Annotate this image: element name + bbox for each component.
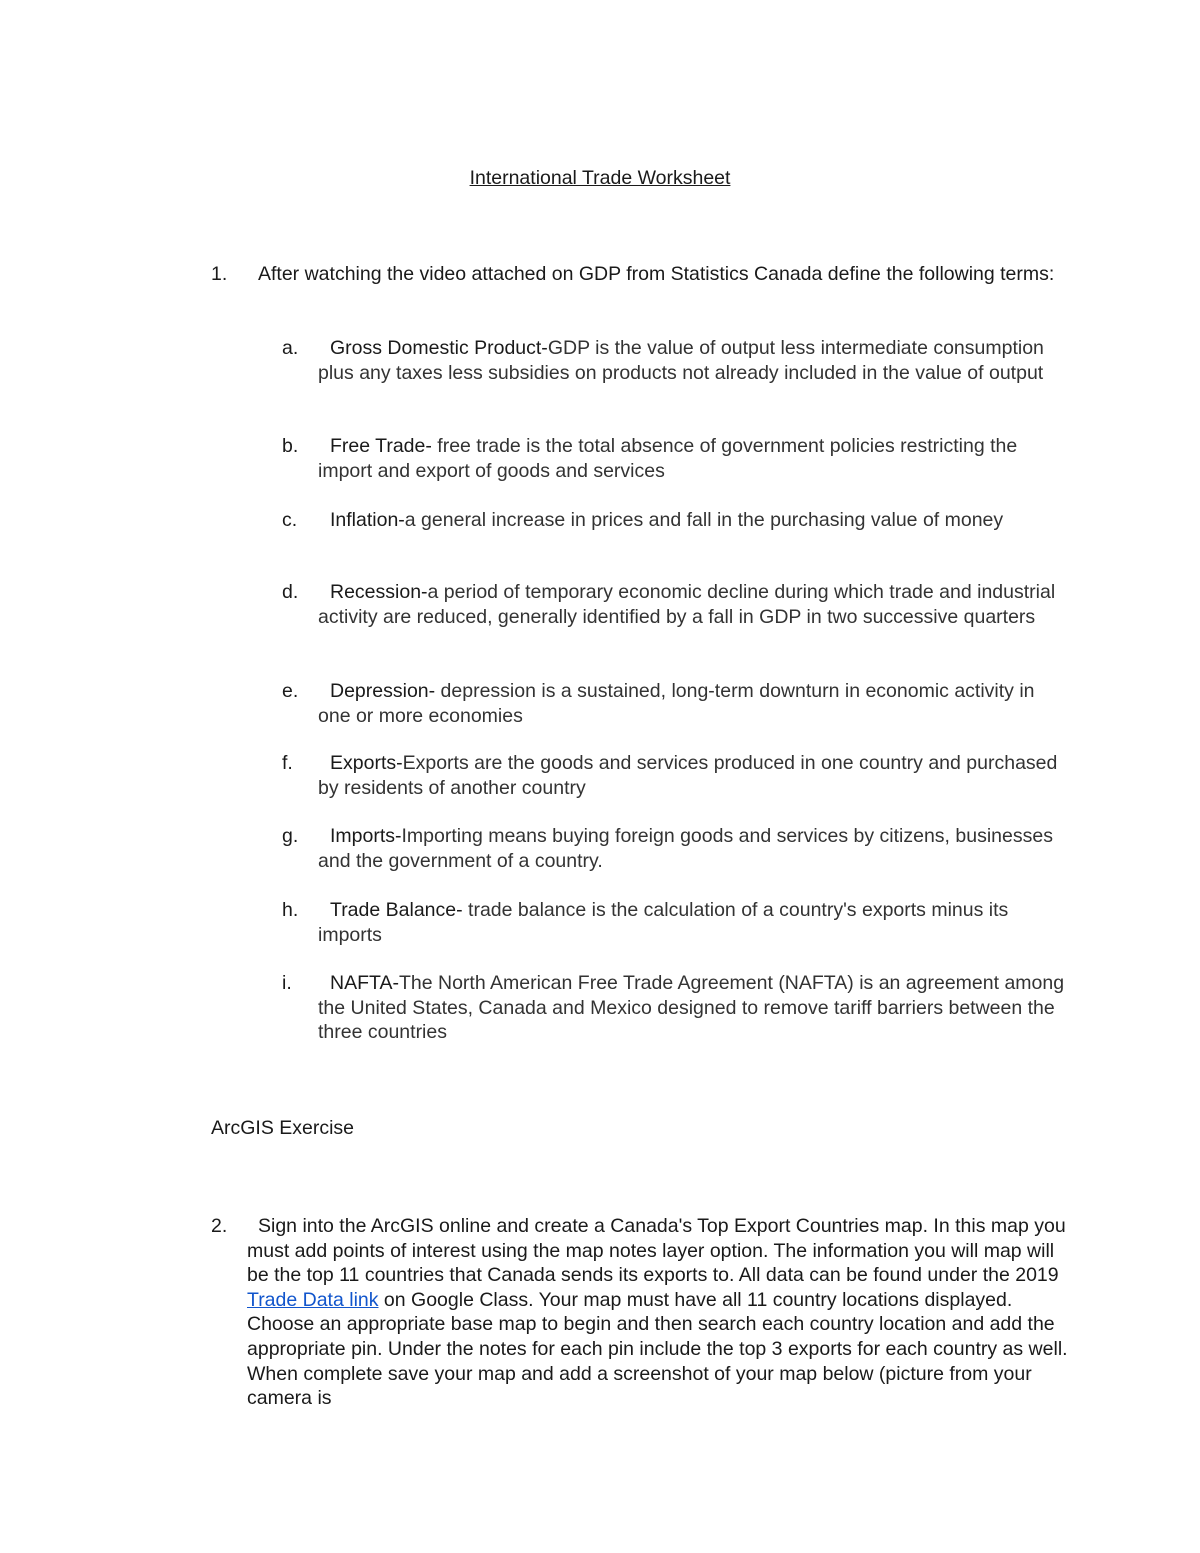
question-number: 2. bbox=[211, 1215, 228, 1237]
definition-term: Exports- bbox=[330, 752, 403, 774]
definition-letter: c. bbox=[282, 509, 298, 531]
definition-answer: a period of temporary economic decline during which trade and industrial activity are reduced, generally identified by a fall in GDP in two successive quarters bbox=[318, 581, 1056, 628]
definition-text bbox=[318, 824, 1070, 873]
definition-letter: h. bbox=[282, 899, 299, 921]
section-heading: ArcGIS Exercise bbox=[211, 1117, 355, 1139]
definition-text bbox=[318, 508, 1070, 533]
question-number: 1. bbox=[211, 263, 228, 285]
definition-answer: free trade is the total absence of government policies restricting the import and export of goods and services bbox=[318, 435, 1018, 482]
definition-letter: d. bbox=[282, 581, 299, 603]
question-text bbox=[247, 1214, 1069, 1411]
trade-data-link[interactable]: Trade Data link bbox=[247, 1288, 379, 1311]
definition-answer: GDP is the value of output less intermediate consumption plus any taxes less subsidies on products not already included in the value of output bbox=[318, 337, 1044, 384]
definition-term: NAFTA- bbox=[330, 972, 399, 994]
definition-letter: e. bbox=[282, 680, 299, 702]
definition-term: Trade Balance- bbox=[330, 899, 463, 921]
definition-term: Recession- bbox=[330, 581, 428, 603]
definition-letter: b. bbox=[282, 435, 299, 457]
definition-letter: i. bbox=[282, 972, 292, 994]
definition-text bbox=[318, 580, 1070, 629]
definition-term: Inflation- bbox=[330, 509, 405, 531]
question-text-part: Sign into the ArcGIS online and create a Canada's Top Export Countries map. In this map you must add points of interest using the map notes layer option. The information you will map will be the top 11 countries that Canada sends its exports to. All data can be found under the 2019 bbox=[247, 1215, 1066, 1287]
definition-answer: Importing means buying foreign goods and services by citizens, businesses and the government of a country. bbox=[318, 825, 1053, 872]
definition-text bbox=[318, 336, 1070, 385]
definition-term: Free Trade- bbox=[330, 435, 432, 457]
question-text: After watching the video attached on GDP from Statistics Canada define the following terms: bbox=[258, 263, 1055, 285]
question-text-part: on Google Class. Your map must have all 11 country locations displayed. Choose an appropriate base map to begin and then search each country location and add the appropriate pin. Under the notes for each pin include the top 3 exports for each country as well. When complete save your map and add a screenshot of your map below (picture from your camera is bbox=[247, 1288, 1068, 1410]
page-title: International Trade Worksheet bbox=[469, 167, 731, 189]
definition-answer: a general increase in prices and fall in the purchasing value of money bbox=[404, 509, 1004, 531]
definition-answer: The North American Free Trade Agreement (NAFTA) is an agreement among the United States, Canada and Mexico designed to remove tariff barriers between the three countries bbox=[318, 972, 1065, 1044]
definition-term: Gross Domestic Product- bbox=[330, 337, 548, 359]
definition-text bbox=[318, 898, 1070, 947]
definition-answer: Exports are the goods and services produced in one country and purchased by residents of another country bbox=[318, 752, 1058, 799]
definition-letter: g. bbox=[282, 825, 299, 847]
definition-term: Depression- bbox=[330, 680, 436, 702]
definition-text bbox=[318, 971, 1070, 1045]
definition-text bbox=[318, 679, 1070, 728]
definition-term: Imports- bbox=[330, 825, 402, 847]
definition-letter: a. bbox=[282, 337, 299, 359]
definition-answer: depression is a sustained, long-term downturn in economic activity in one or more economies bbox=[318, 680, 1035, 727]
definition-text bbox=[318, 434, 1070, 483]
definition-text bbox=[318, 751, 1070, 800]
definition-answer: trade balance is the calculation of a country's exports minus its imports bbox=[318, 899, 1009, 946]
definition-letter: f. bbox=[282, 752, 293, 774]
